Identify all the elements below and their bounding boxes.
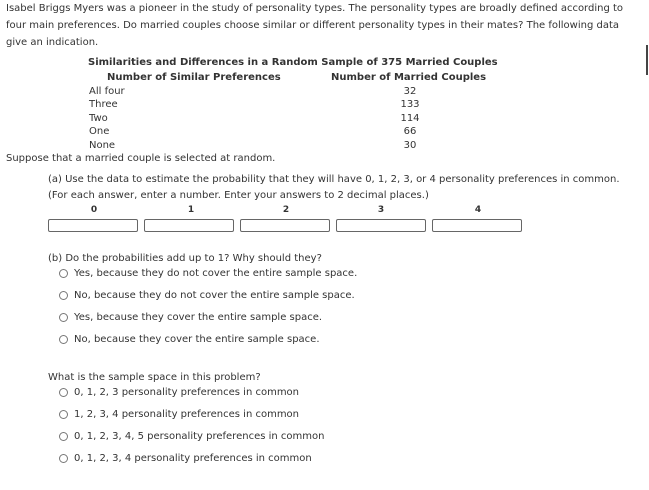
answer-header-2: 2 bbox=[282, 205, 290, 215]
radio-button[interactable] bbox=[59, 410, 68, 419]
table-row-value: 66 bbox=[403, 126, 417, 137]
part-c-option[interactable] bbox=[59, 387, 299, 398]
part-b-option[interactable] bbox=[59, 290, 355, 301]
option-label: 0, 1, 2, 3, 4 personality preferences in common bbox=[74, 453, 312, 464]
part-c-option[interactable] bbox=[59, 409, 299, 420]
table-row-label: Three bbox=[89, 99, 118, 110]
answer-input-3[interactable] bbox=[336, 219, 426, 232]
table-header-couples: Number of Married Couples bbox=[331, 72, 487, 83]
part-b-question: (b) Do the probabilities add up to 1? Why should they? bbox=[48, 253, 322, 264]
option-label: 0, 1, 2, 3, 4, 5 personality preferences in common bbox=[74, 431, 325, 442]
part-c-option[interactable] bbox=[59, 453, 312, 464]
radio-button[interactable] bbox=[59, 454, 68, 463]
table-header-preferences: Number of Similar Preferences bbox=[107, 72, 281, 83]
problem-intro: Isabel Briggs Myers was a pioneer in the study of personality types. The personality types are broadly defined according to four main preferences. Do married couples choose similar or different personality types in their mates? The following data give an indication. bbox=[6, 3, 624, 48]
part-b-option[interactable] bbox=[59, 334, 320, 345]
radio-button[interactable] bbox=[59, 269, 68, 278]
table-row-label: All four bbox=[89, 86, 125, 97]
radio-button[interactable] bbox=[59, 313, 68, 322]
part-b-option[interactable] bbox=[59, 312, 322, 323]
part-c-option[interactable] bbox=[59, 431, 324, 442]
table-row-value: 133 bbox=[400, 99, 420, 110]
part-c-question: What is the sample space in this problem? bbox=[48, 372, 261, 383]
radio-button[interactable] bbox=[59, 291, 68, 300]
table-title: Similarities and Differences in a Random Sample of 375 Married Couples bbox=[88, 57, 498, 68]
part-b-option[interactable] bbox=[59, 268, 357, 279]
answer-input-0[interactable] bbox=[48, 219, 138, 232]
answer-header-0: 0 bbox=[90, 205, 98, 215]
suppose-text: Suppose that a married couple is selected at random. bbox=[6, 153, 276, 164]
scroll-indicator bbox=[646, 45, 648, 75]
option-label: No, because they do not cover the entire sample space. bbox=[74, 290, 355, 301]
option-label: 1, 2, 3, 4 personality preferences in common bbox=[74, 409, 300, 420]
radio-button[interactable] bbox=[59, 388, 68, 397]
option-label: 0, 1, 2, 3 personality preferences in common bbox=[74, 387, 300, 398]
option-label: No, because they cover the entire sample space. bbox=[74, 334, 320, 345]
table-row-value: 30 bbox=[403, 140, 417, 151]
answer-header-4: 4 bbox=[474, 205, 482, 215]
answer-input-2[interactable] bbox=[240, 219, 330, 232]
answer-input-1[interactable] bbox=[144, 219, 234, 232]
option-label: Yes, because they do not cover the entire sample space. bbox=[74, 268, 358, 279]
table-row-label: Two bbox=[89, 113, 108, 124]
option-label: Yes, because they cover the entire sample space. bbox=[74, 312, 323, 323]
table-row-value: 114 bbox=[400, 113, 420, 124]
table-row-value: 32 bbox=[403, 86, 417, 97]
answer-input-4[interactable] bbox=[432, 219, 522, 232]
table-row-label: One bbox=[89, 126, 110, 137]
radio-button[interactable] bbox=[59, 432, 68, 441]
part-a-instruction: (For each answer, enter a number. Enter your answers to 2 decimal places.) bbox=[48, 190, 429, 201]
table-row-label: None bbox=[89, 140, 116, 151]
answer-header-3: 3 bbox=[377, 205, 385, 215]
radio-button[interactable] bbox=[59, 335, 68, 344]
answer-header-1: 1 bbox=[187, 205, 195, 215]
part-a-question: (a) Use the data to estimate the probability that they will have 0, 1, 2, 3, or 4 personality preferences in common. bbox=[48, 174, 620, 185]
